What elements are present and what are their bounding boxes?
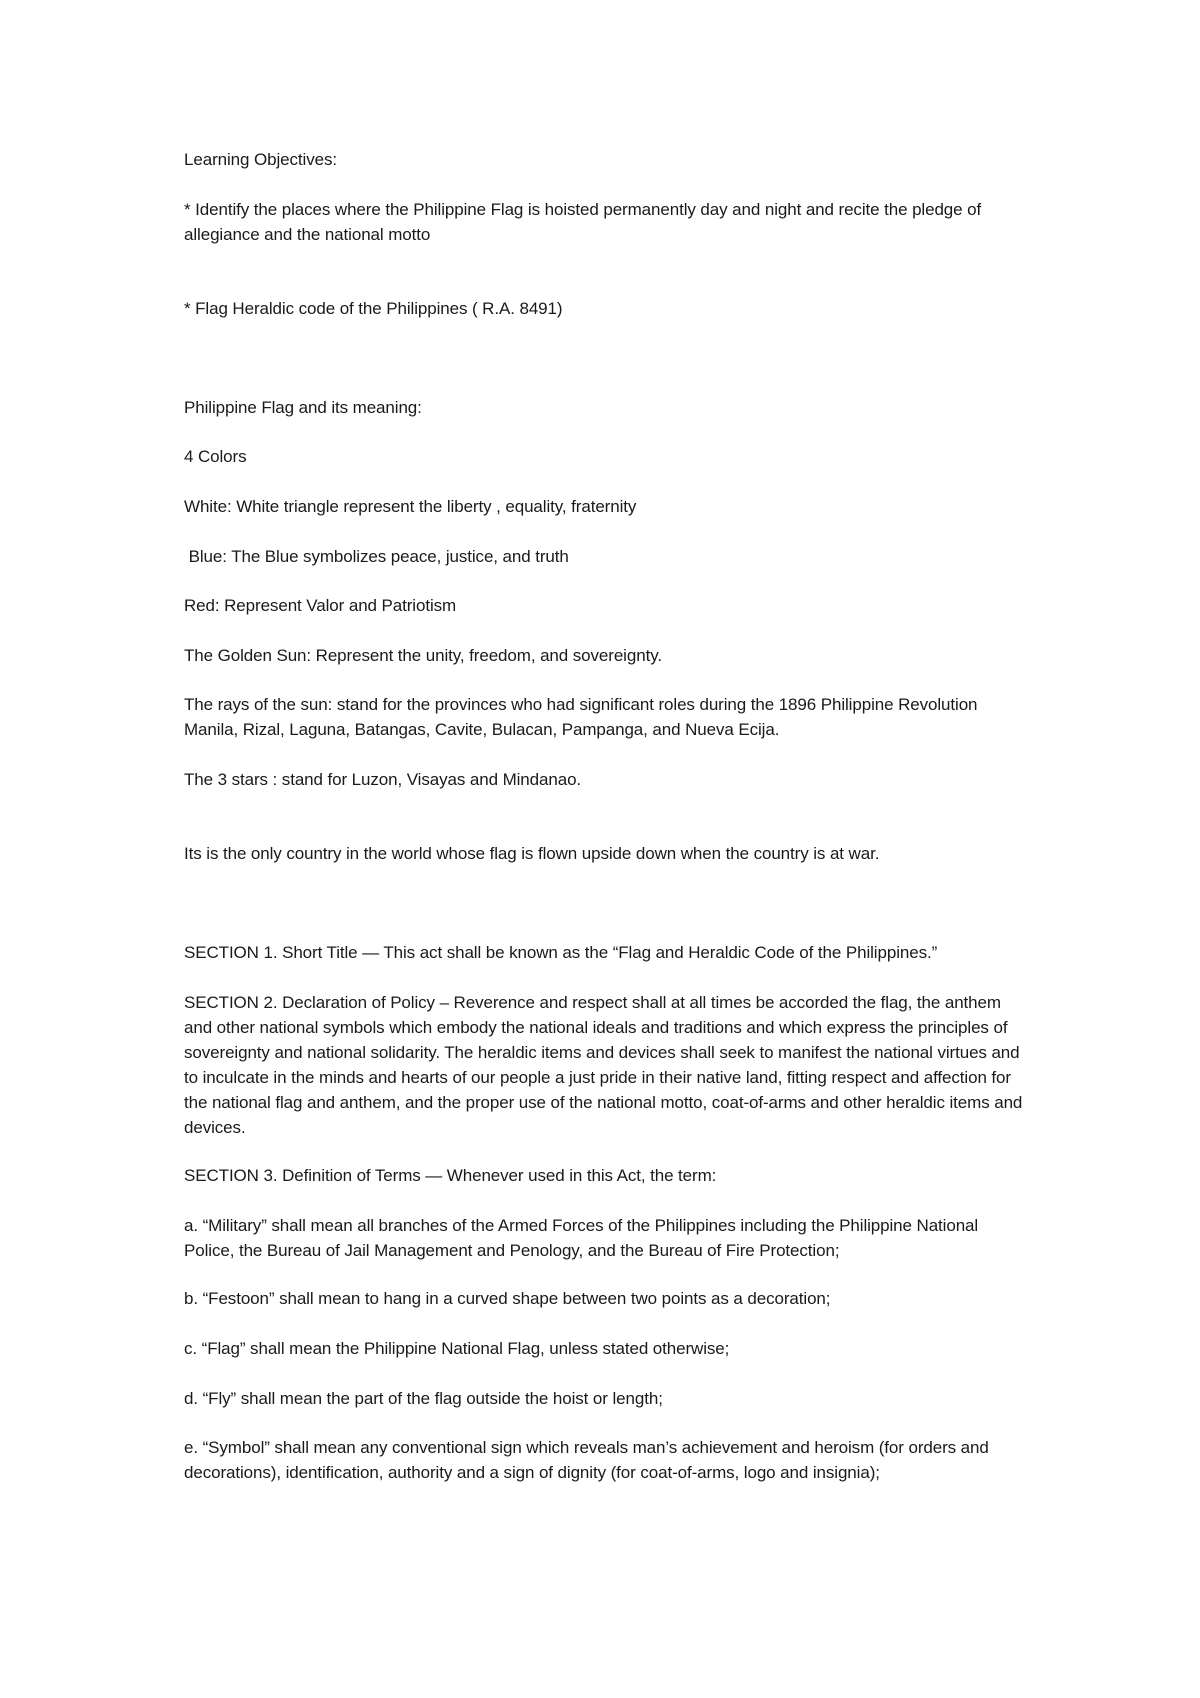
term-flag: c. “Flag” shall mean the Philippine National Flag, unless stated otherwise; [184,1339,730,1358]
term-fly: d. “Fly” shall mean the part of the flag outside the hoist or length; [184,1389,663,1408]
section-3-definition-of-terms: SECTION 3. Definition of Terms — Whenever used in this Act, the term: [184,1166,717,1185]
term-festoon: b. “Festoon” shall mean to hang in a curved shape between two points as a decoration; [184,1289,831,1308]
sun-rays-meaning: The rays of the sun: stand for the provinces who had significant roles during the 1896 Philippine Revolution Manila, Rizal, Laguna, Batangas, Cavite, Bulacan, Pampanga, and Nueva Ecija. [184,695,983,739]
objective-item: * Flag Heraldic code of the Philippines ( R.A. 8491) [184,299,563,318]
objective-item: * Identify the places where the Philippine Flag is hoisted permanently day and night and recite the pledge of allegiance and the national motto [184,200,986,244]
stars-meaning: The 3 stars : stand for Luzon, Visayas and Mindanao. [184,770,582,789]
section-1-short-title: SECTION 1. Short Title — This act shall be known as the “Flag and Heraldic Code of the Philippines.” [184,943,938,962]
flag-meaning-heading: Philippine Flag and its meaning: [184,398,422,417]
learning-objectives-heading: Learning Objectives: [184,150,337,169]
color-blue-meaning: Blue: The Blue symbolizes peace, justice, and truth [184,547,569,566]
golden-sun-meaning: The Golden Sun: Represent the unity, freedom, and sovereignty. [184,646,662,665]
upside-down-fact: Its is the only country in the world whose flag is flown upside down when the country is at war. [184,844,880,863]
colors-count: 4 Colors [184,447,247,466]
term-military: a. “Military” shall mean all branches of the Armed Forces of the Philippines including the Philippine National Police, the Bureau of Jail Management and Penology, and the Bureau of Fire Protection; [184,1216,983,1260]
section-2-declaration-of-policy: SECTION 2. Declaration of Policy – Reverence and respect shall at all times be accorded the flag, the anthem and other national symbols which embody the national ideals and traditions and which express the principles of sovereignty and national solidarity. The heraldic items and devices shall seek to manifest the national virtues and to inculcate in the minds and hearts of our people a just pride in their native land, fitting respect and affection for the national flag and anthem, and the proper use of the national motto, coat-of-arms and other heraldic items and devices. [184,993,1027,1137]
term-symbol: e. “Symbol” shall mean any conventional sign which reveals man’s achievement and heroism (for orders and decorations), identification, authority and a sign of dignity (for coat-of-arms, logo and insignia); [184,1438,994,1482]
color-white-meaning: White: White triangle represent the liberty , equality, fraternity [184,497,637,516]
color-red-meaning: Red: Represent Valor and Patriotism [184,596,457,615]
